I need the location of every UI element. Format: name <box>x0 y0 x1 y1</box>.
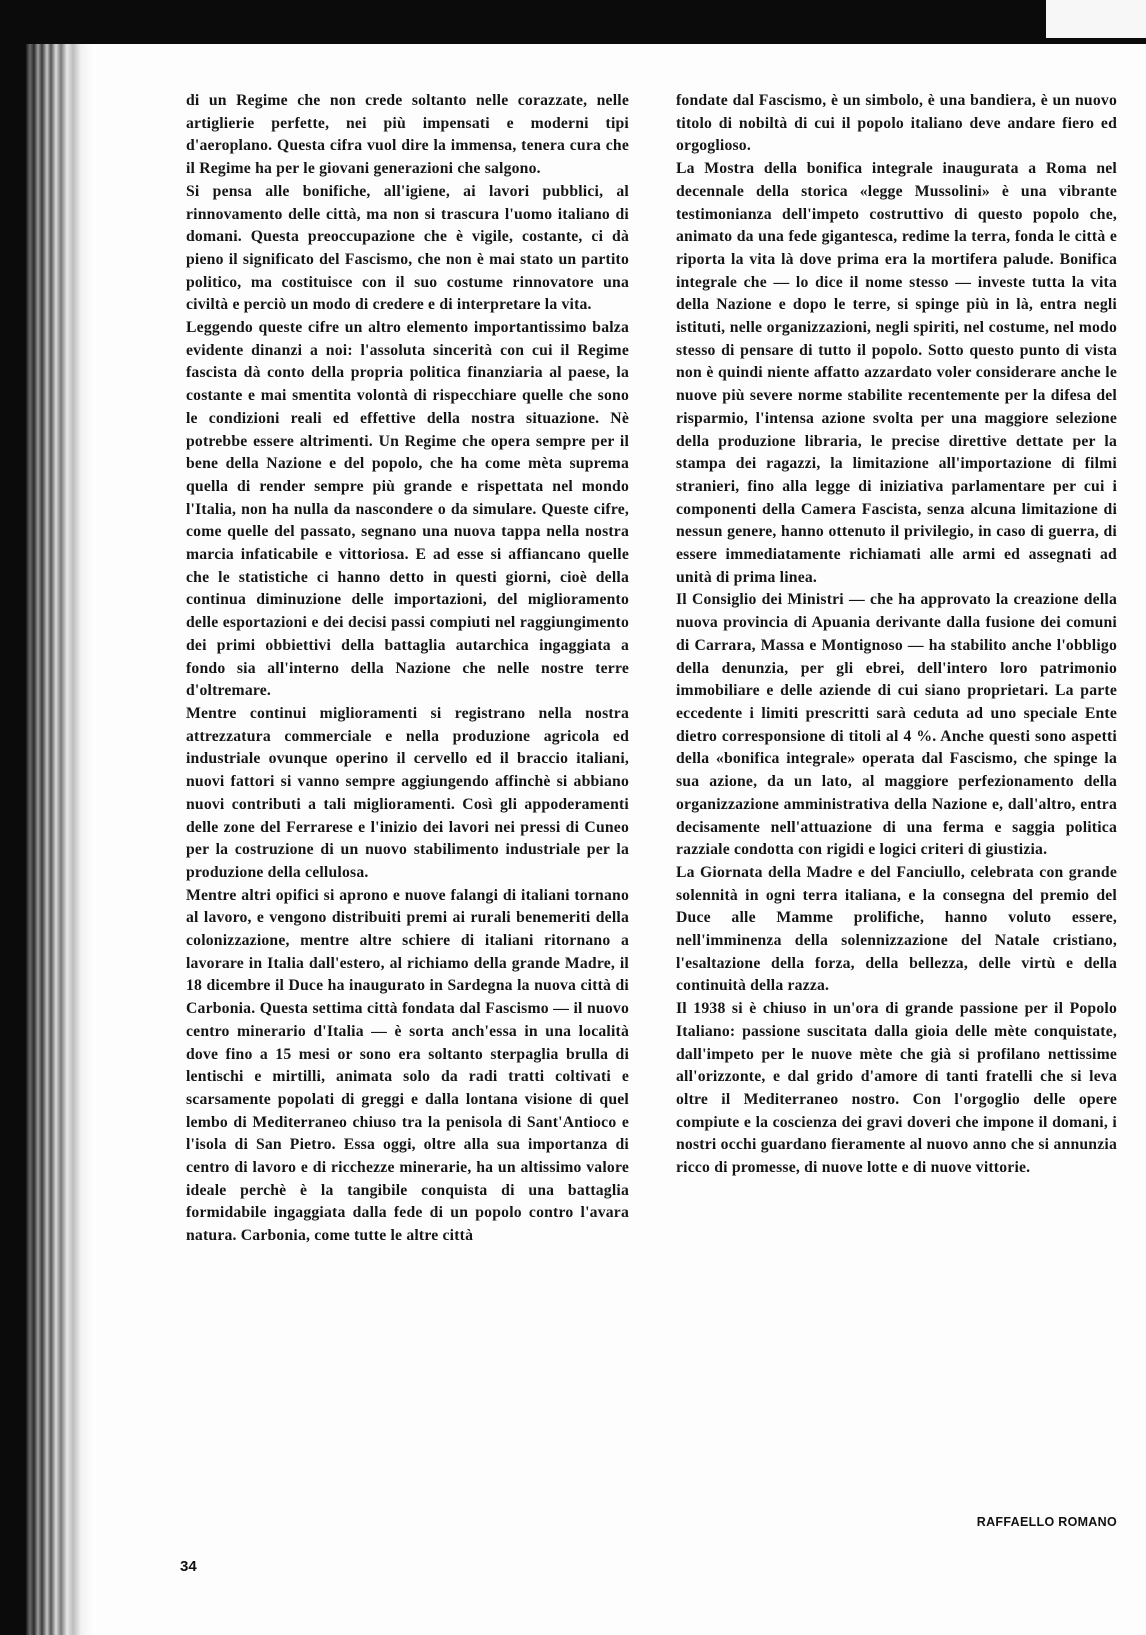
scan-border-notch <box>1046 0 1146 38</box>
article-paragraph: La Mostra della bonifica integrale inaugurata a Roma nel decennale della storica «legge Mussolini» è una vibrante testimonianza dell'impeto costruttivo di questo popolo che, animato da una fede gigantesca, redime la terra, fonda le città e riporta la vita là dove prima era la mortifera palude. Bonifica integrale che — lo dice il nome stesso — investe tutta la vita della Nazione e dopo le terre, si spinge più in là, entra negli istituti, nelle organizzazioni, negli spiriti, nel costume, nel modo stesso di pensare di tutto il popolo. Sotto questo punto di vista non è quindi niente affatto azzardato voler considerare anche le nuove più severe norme stabilite recentemente per la difesa del risparmio, l'intensa azione svolta per una maggiore selezione della produzione libraria, le precise direttive dettate per la stampa dei ragazzi, la limitazione all'importazione di filmi stranieri, fino alla legge di iniziativa parlamentare per cui i componenti della Camera Fascista, senza alcuna limitazione di nessun genere, hanno ottenuto il privilegio, in caso di guerra, di essere immediatamente richiamati alle armi ed assegnati ad unità di prima linea. <box>676 160 1117 586</box>
article-paragraph: fondate dal Fascismo, è un simbolo, è una bandiera, è un nuovo titolo di nobiltà di cui il popolo italiano deve andare fiero ed orgoglioso. <box>676 92 1117 155</box>
article-column-left <box>186 90 629 1248</box>
article-paragraph: Mentre continui miglioramenti si registrano nella nostra attrezzatura commerciale e nella produzione agricola ed industriale ovunque operino il cervello ed il braccio italiani, nuovi fattori si vanno sempre aggiungendo affinchè si abbiano nuovi contributi a tali miglioramenti. Così gli appoderamenti delle zone del Ferrarese e l'inizio dei lavori nei pressi di Cuneo per la costruzione di un nuovo stabilimento industriale per la produzione della cellulosa. <box>186 704 629 881</box>
article-paragraph: Leggendo queste cifre un altro elemento importantissimo balza evidente dinanzi a noi: l'assoluta sincerità con cui il Regime fascista dà conto della propria politica finanziaria al paese, la costante e mai smentita volontà di rispecchiare quelle che sono le condizioni reali ed effettive della nostra situazione. Nè potrebbe essere altrimenti. Un Regime che opera sempre per il bene della Nazione e del popolo, che ha come mèta suprema quella di render sempre più grande e rispettata nel mondo l'Italia, non ha nulla da nascondere o da simulare. Queste cifre, come quelle del passato, segnano una nuova tappa nella nostra marcia infaticabile e vittoriosa. E ad esse si affiancano quelle che le statistiche ci hanno detto in questi giorni, cioè della continua diminuzione delle importazioni, del miglioramento delle esportazioni e dei decisi passi compiuti nel raggiungimento dei primi obbiettivi della battaglia autarchica ingaggiata a fondo sia all'interno della Nazione che nelle nostre terre d'oltremare. <box>186 319 629 700</box>
article-paragraph: Si pensa alle bonifiche, all'igiene, ai lavori pubblici, al rinnovamento delle città, ma non si trascura l'uomo italiano di domani. Questa preoccupazione che è vigile, costante, ci dà pieno il significato del Fascismo, che non è mai stato un partito politico, ma costituisce con il suo costume rinnovatore una civiltà e perciò un modo di credere e di interpretare la vita. <box>186 182 629 314</box>
book-binding-edge <box>26 44 96 1635</box>
article-paragraph: Il 1938 si è chiuso in un'ora di grande passione per il Popolo Italiano: passione suscitata dalla gioia delle mète conquistate, dall'impeto per le nuove mète che già si profilano nettissime all'orizzonte, e dal grido d'amore di tanti fratelli che si leva oltre il Mediterraneo nostro. Con l'orgoglio delle opere compiute e la coscienza dei gravi doveri che impone il domani, i nostri occhi guardano fieramente al nuovo anno che si annunzia ricco di promesse, di nuove lotte e di nuove vittorie. <box>676 1000 1117 1177</box>
author-signature: RAFFAELLO ROMANO <box>976 1515 1117 1529</box>
article-column-right <box>676 90 1117 1180</box>
scan-border-top <box>0 0 1146 44</box>
article-paragraph: Il Consiglio dei Ministri — che ha approvato la creazione della nuova provincia di Apuania derivante dalla fusione dei comuni di Carrara, Massa e Montignoso — ha stabilito anche l'obbligo della denunzia, per gli ebrei, dell'intero loro patrimonio immobiliare e delle aziende di cui siano proprietari. La parte eccedente i limiti prescritti sarà ceduta ad uno speciale Ente dietro corresponsione di titoli al 4 %. Anche questi sono aspetti della «bonifica integrale» operata dal Fascismo, che spinge la sua azione, da un lato, al maggiore perfezionamento della organizzazione amministrativa della Nazione e, dall'altro, entra decisamente nell'attuazione di una ferma e saggia politica razziale condotta con rigidi e logici criteri di giustizia. <box>676 591 1117 859</box>
page-number: 34 <box>180 1558 197 1575</box>
article-paragraph: La Giornata della Madre e del Fanciullo, celebrata con grande solennità in ogni terra italiana, e la consegna del premio del Duce alle Mamme prolifiche, hanno voluto essere, nell'imminenza della solennizzazione del Natale cristiano, l'esaltazione della forza, della bellezza, delle virtù e della continuità della razza. <box>676 863 1117 995</box>
article-paragraph: Mentre altri opifici si aprono e nuove falangi di italiani tornano al lavoro, e vengono distribuiti premi ai rurali benemeriti della colonizzazione, mentre altre schiere di italiani ritornano a lavorare in Italia dall'estero, al richiamo della grande Madre, il 18 dicembre il Duce ha inaugurato in Sardegna la nuova città di Carbonia. Questa settima città fondata dal Fascismo — il nuovo centro minerario d'Italia — è sorta anch'essa in una località dove fino a 15 mesi or sono era soltanto sterpaglia brulla di lentischi e mirtilli, animata solo da radi tratti coltivati e scarsamente popolati di greggi e dalla lontana visione di quel lembo di Mediterraneo chiuso tra la penisola di Sant'Antioco e l'isola di San Pietro. Essa oggi, oltre alla sua importanza di centro di lavoro e di ricchezze minerarie, ha un altissimo valore ideale perchè è la tangibile conquista di una battaglia formidabile ingaggiata dalla fede di un popolo contro l'avara natura. Carbonia, come tutte le altre città <box>186 886 629 1245</box>
article-paragraph: di un Regime che non crede soltanto nelle corazzate, nelle artiglierie perfette, nei più impensati e moderni tipi d'aeroplano. Questa cifra vuol dire la immensa, tenera cura che il Regime ha per le giovani generazioni che salgono. <box>186 92 629 178</box>
scan-border-left <box>0 0 26 1635</box>
